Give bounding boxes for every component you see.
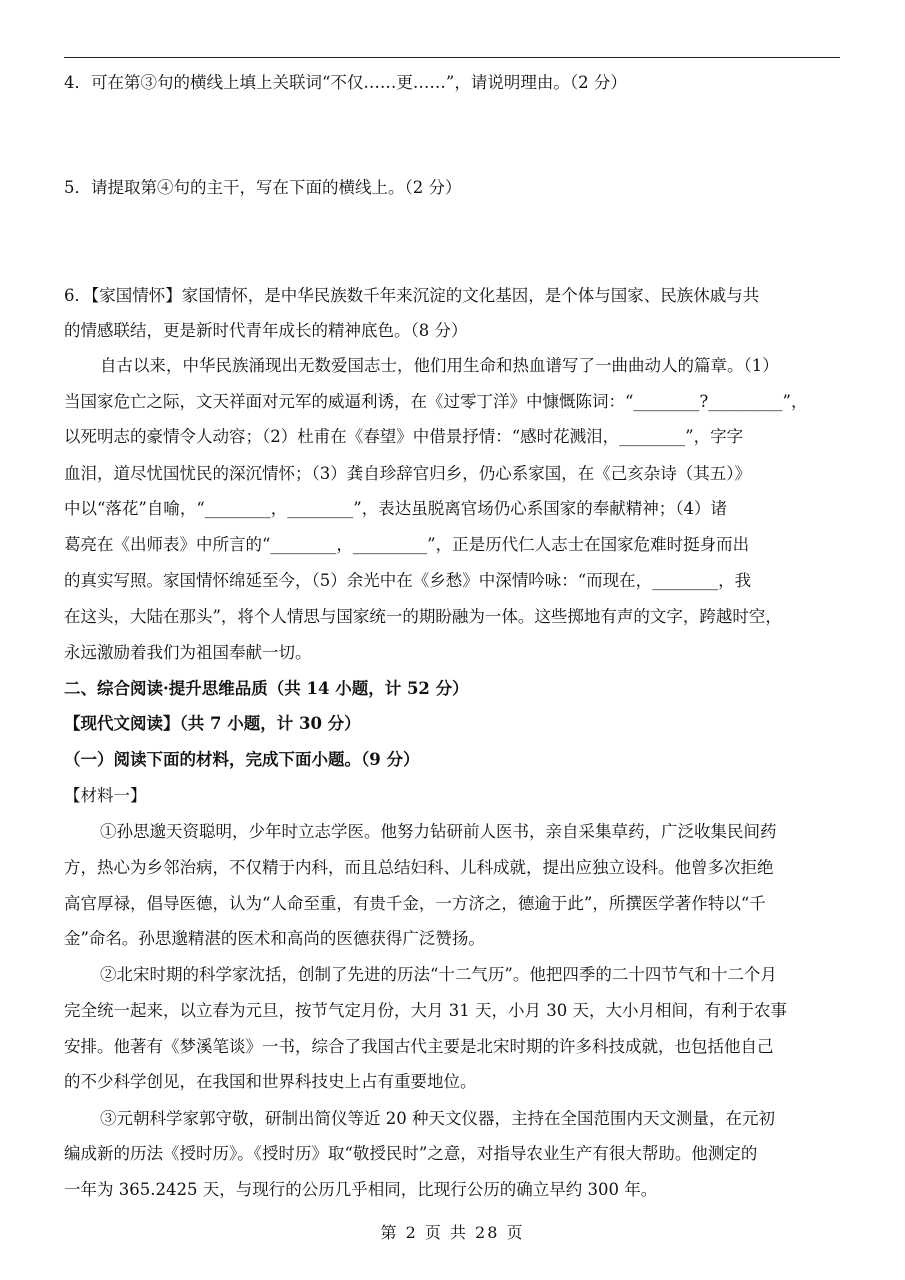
material-paragraph-line: 的不少科学创见，在我国和世界科技史上占有重要地位。 [64, 1072, 477, 1091]
question-5: 5．请提取第④句的主干，写在下面的横线上。（2 分） [64, 178, 462, 197]
question-6-paragraph-line: 当国家危亡之际，文天祥面对元军的威逼利诱，在《过零丁洋》中慷慨陈词：“________?_________”， [64, 392, 808, 411]
material-paragraph-line: ②北宋时期的科学家沈括，创制了先进的历法“十二气历”。他把四季的二十四节气和十二个月 [100, 965, 777, 984]
section-heading: 二、综合阅读·提升思维品质（共 14 小题，计 52 分） [64, 679, 469, 698]
question-6-paragraph-line: 永远激励着我们为祖国奉献一切。 [64, 643, 312, 662]
page-number: 第 2 页 共 28 页 [380, 1223, 525, 1242]
material-paragraph-line: 完全统一起来，以立春为元旦，按节气定月份，大月 31 天，小月 30 天，大小月相间，有利于农事 [64, 1001, 787, 1020]
question-6-paragraph-line: 自古以来，中华民族涌现出无数爱国志士，他们用生命和热血谱写了一曲曲动人的篇章。（1） [100, 356, 779, 375]
question-4: 4．可在第③句的横线上填上关联词“不仅……更……”，请说明理由。（2 分） [64, 73, 627, 92]
material-paragraph-line: 编成新的历法《授时历》。《授时历》取“敬授民时”之意，对指导农业生产有很大帮助。他测定的 [64, 1144, 758, 1163]
material-paragraph-line: 高官厚禄，倡导医德，认为“人命至重，有贵千金，一方济之，德逾于此”，所撰医学著作特以“千 [64, 894, 766, 913]
material-paragraph-line: 安排。他著有《梦溪笔谈》一书，综合了我国古代主要是北宋时期的许多科技成就，也包括他自己 [64, 1037, 774, 1056]
question-6-paragraph-line: 中以“落花”自喻，“________，________”，表达虽脱离官场仍心系国家的奉献精神；（4）诸 [64, 499, 727, 518]
question-6-title-line-1: 6．【家国情怀】家国情怀，是中华民族数千年来沉淀的文化基因，是个体与国家、民族休戚与共 [64, 286, 760, 305]
material-paragraph-line: 金”命名。孙思邈精湛的医术和高尚的医德获得广泛赞扬。 [64, 929, 485, 948]
material-paragraph-line: 一年为 365.2425 天，与现行的公历几乎相同，比现行公历的确立早约 300 年。 [64, 1180, 658, 1199]
reading-part-title: （一）阅读下面的材料，完成下面小题。（9 分） [64, 750, 420, 769]
material-paragraph-line: ③元朝科学家郭守敬，研制出简仪等近 20 种天文仪器，主持在全国范围内天文测量，在元初 [100, 1109, 775, 1128]
question-6-title-line-2: 的情感联结，更是新时代青年成长的精神底色。（8 分） [64, 321, 468, 340]
question-6-paragraph-line: 葛亮在《出师表》中所言的“________，_________”，正是历代仁人志士在国家危难时挺身而出 [64, 535, 750, 554]
material-paragraph-line: 方，热心为乡邻治病，不仅精于内科，而且总结妇科、儿科成就，提出应独立设科。他曾多次拒绝 [64, 858, 774, 877]
material-paragraph-line: ①孙思邈天资聪明，少年时立志学医。他努力钻研前人医书，亲自采集草药，广泛收集民间药 [100, 822, 777, 841]
header-rule [64, 57, 840, 58]
question-6-paragraph-line: 在这头，大陆在那头”，将个人情思与国家统一的期盼融为一体。这些掷地有声的文字，跨越时空， [64, 607, 782, 626]
question-6-paragraph-line: 以死明志的豪情令人动容；（2）杜甫在《春望》中借景抒情：“感时花溅泪，________”，字字 [64, 427, 744, 446]
question-6-paragraph-line: 血泪，道尽忧国忧民的深沉情怀；（3）龚自珍辞官归乡，仍心系家国，在《己亥杂诗（其五）》 [64, 464, 751, 483]
question-6-paragraph-line: 的真实写照。家国情怀绵延至今，（5）余光中在《乡愁》中深情吟咏：“而现在，________，我 [64, 571, 752, 590]
material-label: 【材料一】 [64, 786, 147, 805]
section-subheading: 【现代文阅读】（共 7 小题，计 30 分） [64, 714, 361, 733]
